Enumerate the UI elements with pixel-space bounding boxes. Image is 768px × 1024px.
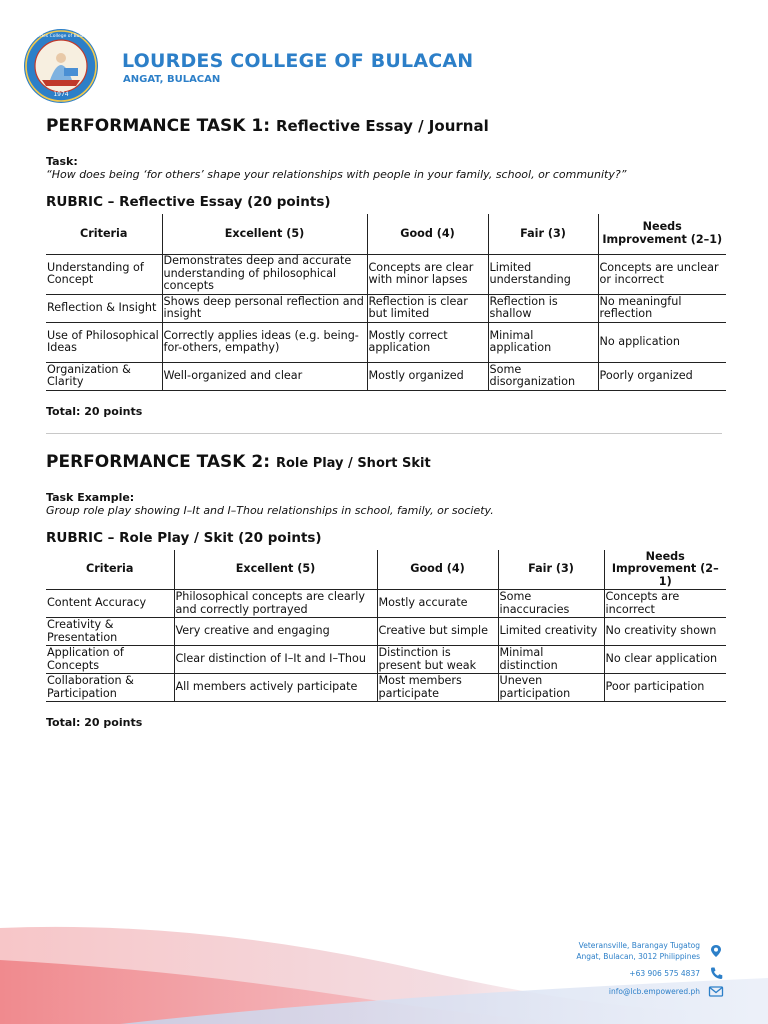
table-cell: Some disorganization (488, 362, 598, 390)
table-row (46, 618, 726, 646)
table-cell: Shows deep personal reflection and insight (162, 294, 367, 322)
task1-total: Total: 20 points (46, 404, 143, 418)
email-icon (708, 984, 724, 998)
task2-title-sub: Role Play / Short Skit (275, 455, 431, 471)
table-cell: Organization & Clarity (46, 362, 162, 390)
email-line (576, 984, 724, 998)
address-line-2: Angat, Bulacan, 3012 Philippines (576, 952, 700, 961)
table-row (46, 322, 726, 362)
table-row (46, 674, 726, 702)
table-cell: No clear application (604, 646, 726, 674)
document-body (46, 116, 722, 729)
table-cell: All members actively participate (174, 674, 377, 702)
table-cell: Distinction is present but weak (377, 646, 498, 674)
college-town: ANGAT, BULACAN (123, 74, 221, 85)
task1-title-sub: Reflective Essay / Journal (275, 117, 489, 135)
table-row (46, 254, 726, 294)
task2-prompt: Group role play showing I–It and I–Thou relationships in school, family, or society. (46, 503, 494, 517)
table-cell: Understanding of Concept (47, 260, 144, 286)
table-row (46, 590, 726, 618)
section-divider (46, 433, 722, 434)
column-header: Needs Improvement (2–1) (598, 214, 726, 254)
table-header-row (46, 550, 726, 590)
table-cell: No application (598, 322, 726, 362)
task2-heading (46, 452, 722, 472)
column-header: Good (4) (377, 550, 498, 590)
table-cell: Well-organized and clear (162, 362, 367, 390)
table-cell: Concepts are unclear or incorrect (598, 254, 726, 294)
table-cell: Correctly applies ideas (e.g. being-for-others, empathy) (162, 322, 367, 362)
task2-title-main: PERFORMANCE TASK 2: (46, 451, 271, 472)
email-address: info@lcb.empowered.ph (608, 986, 700, 996)
column-header: Excellent (5) (174, 550, 377, 590)
table-cell: Reflection is clear but limited (367, 294, 488, 322)
table-header-row (46, 214, 726, 254)
table-cell: Uneven participation (498, 674, 604, 702)
table-cell: Application of Concepts (46, 646, 174, 674)
task2-total: Total: 20 points (46, 716, 143, 729)
footer-contact (576, 940, 724, 998)
table-cell: Very creative and engaging (174, 618, 377, 646)
column-header: Needs Improvement (2–1) (604, 550, 726, 590)
task1-rubric-table (46, 214, 726, 391)
table-cell: Concepts are incorrect (604, 590, 726, 618)
task1-prompt: “How does being ‘for others’ shape your relationships with people in your family, school, or community?” (46, 168, 627, 181)
phone-icon (708, 966, 724, 980)
task1-label: Task: (46, 155, 78, 168)
table-cell: Use of Philosophical Ideas (46, 322, 162, 362)
table-cell: Creativity & Presentation (46, 618, 174, 646)
table-cell: Mostly organized (367, 362, 488, 390)
task1-heading (46, 116, 722, 136)
table-cell: Some inaccuracies (498, 590, 604, 618)
table-cell: Philosophical concepts are clearly and correctly portrayed (174, 590, 377, 618)
table-cell: No meaningful reflection (598, 294, 726, 322)
table-cell: Content Accuracy (47, 596, 147, 610)
table-cell: Reflection & Insight (46, 294, 162, 322)
phone-line (576, 966, 724, 980)
table-cell: Collaboration & Participation (46, 674, 174, 702)
table-cell: Creative but simple (377, 618, 498, 646)
table-row (46, 362, 726, 390)
table-cell: Concepts are clear with minor lapses (367, 254, 488, 294)
table-cell: Poor participation (604, 674, 726, 702)
table-cell: Reflection is shallow (488, 294, 598, 322)
svg-text:1974: 1974 (53, 91, 69, 98)
column-header: Criteria (46, 214, 162, 254)
svg-text:Lourdes College of Bulacan: Lourdes College of Bulacan (30, 34, 92, 39)
task1-title-main: PERFORMANCE TASK 1: (46, 116, 271, 136)
column-header: Good (4) (367, 214, 488, 254)
table-cell: Limited understanding (488, 254, 598, 294)
table-cell: Poorly organized (598, 362, 726, 390)
college-name: LOURDES COLLEGE OF BULACAN (122, 50, 474, 72)
table-cell: Minimal distinction (498, 646, 604, 674)
table-cell: Demonstrates deep and accurate understanding of philosophical concepts (162, 254, 367, 294)
task2-label: Task Example: (46, 490, 135, 504)
table-cell: Minimal application (488, 322, 598, 362)
table-cell: No creativity shown (604, 618, 726, 646)
letterhead (22, 28, 762, 104)
location-pin-icon (708, 944, 724, 958)
column-header: Excellent (5) (162, 214, 367, 254)
task1-rubric-title: RUBRIC – Reflective Essay (20 points) (46, 194, 331, 210)
table-cell: Limited creativity (498, 618, 604, 646)
college-seal-icon (22, 28, 100, 104)
column-header: Fair (3) (498, 550, 604, 590)
column-header: Fair (3) (488, 214, 598, 254)
phone-number: +63 906 575 4837 (629, 968, 700, 978)
table-cell: Mostly accurate (377, 590, 498, 618)
table-row (46, 646, 726, 674)
table-row (46, 294, 726, 322)
task2-rubric-title: RUBRIC – Role Play / Skit (20 points) (46, 529, 322, 546)
task2-rubric-table (46, 550, 726, 703)
address-line-1: Veteransville, Barangay Tugatog (578, 941, 700, 950)
column-header: Criteria (46, 550, 174, 590)
table-cell: Mostly correct application (367, 322, 488, 362)
table-cell: Most members participate (377, 674, 498, 702)
address-block (576, 940, 724, 962)
table-cell: Clear distinction of I–It and I–Thou (174, 646, 377, 674)
